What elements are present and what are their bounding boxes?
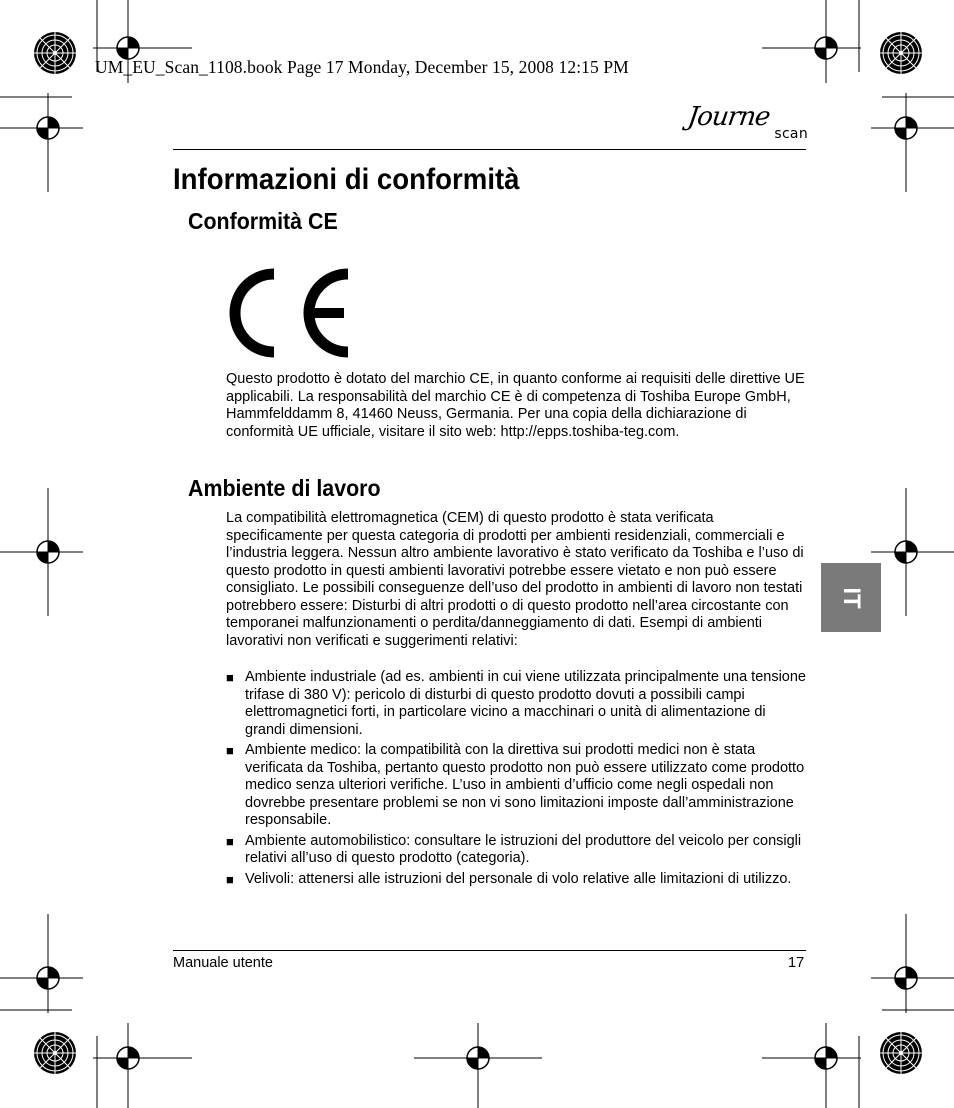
logo-script-text: Journe [685,102,772,132]
star-mark-top-right [880,32,922,74]
star-mark-bottom-left [34,1032,76,1074]
page-number: 17 [788,955,805,971]
bullet-square-icon: ■ [226,833,234,849]
language-tab [821,563,881,632]
crosshair-mark-middle-right [871,488,954,616]
list-item [226,669,806,739]
journe-scan-logo [686,102,808,152]
list-item [226,871,806,889]
bullet-square-icon: ■ [226,670,234,685]
list-item [226,742,806,830]
bullet-square-icon: ■ [226,743,234,758]
crosshair-mark-bottom-left-a [93,1023,192,1108]
bullet-text-automotive: Ambiente automobilistico: consultare le istruzioni del produttore del veicolo per consigli relativi all’uso di questo prodotto (categoria). [245,832,802,866]
crosshair-mark-bottom-right-a [762,1023,861,1108]
header-rule [173,149,806,150]
bullet-text-industrial: Ambiente industriale (ad es. ambienti in cui viene utilizzata principalmente una tensione trifase di 380 V): pericolo di disturbi di questo prodotto dovuti a possibili campi elettromagnetici forti, in particolare vicino a macchinari o unità di alimentazione di grandi dimensioni. [245,669,806,738]
list-item [226,833,806,868]
ce-text: Questo prodotto è dotato del marchio CE, in quanto conforme ai requisiti delle direttive UE applicabili. La responsabilità del marchio CE è di competenza di Toshiba Europe GmbH, Hammfelddamm 8, 41460 Neuss, Germania. Per una copia della dichiarazione di conformità UE ufficiale, visitare il sito web: http://epps.toshiba-teg.com. [226,371,805,440]
bullet-square-icon: ■ [226,871,234,887]
environment-intro-paragraph [226,510,806,650]
ce-mark-logo [226,268,351,358]
language-tab-label: IT [838,586,865,609]
section-heading-ce: Conformità CE [188,208,338,234]
page-title: Informazioni di conformità [173,163,520,196]
crosshair-mark-middle-left [0,488,83,616]
crosshair-mark-top-left-b [0,93,83,192]
section-heading-environment: Ambiente di lavoro [188,475,381,501]
book-info-header: UM_EU_Scan_1108.book Page 17 Monday, December 15, 2008 12:15 PM [95,57,629,77]
crosshair-mark-bottom-left-b [0,914,83,1013]
logo-scan-text: scan [774,126,808,142]
crosshair-mark-bottom-center [414,1023,542,1108]
environment-intro-text: La compatibilità elettromagnetica (CEM) di questo prodotto è stata verificata specificamente per questa categoria di prodotti per ambienti residenziali, commerciali e l’industria leggera. Nessun altro ambiente lavorativo è stato verificato da Toshiba e l’uso di questo prodotto in questi ambienti lavorativi potrebbe essere vietato e non può essere consigliato. Le possibili conseguenze dell’uso del prodotto in ambienti di lavoro non testati potrebbero essere: Disturbi di altri prodotti o di questo prodotto nell’area circostante con temporanei malfunzionamenti o perdita/danneggiamento di dati. Esempi di ambienti lavorativi non verificati e suggerimenti relativi: [226,510,804,649]
footer-manual-label: Manuale utente [173,955,273,971]
crosshair-mark-bottom-right-b [871,914,954,1013]
crosshair-mark-top-right-b [871,93,954,192]
star-mark-bottom-right [880,1032,922,1074]
footer-rule [173,950,806,951]
bullet-text-medical: Ambiente medico: la compatibilità con la direttiva sui prodotti medici non è stata verificata da Toshiba, pertanto questo prodotto non può essere utilizzato come prodotto medico senza ulteriori verifiche. L’uso in ambienti d’ufficio come negli ospedali non dovrebbe presentare problemi se non vi sono limitazioni imposte dall’amministrazione responsabile. [245,742,805,828]
environment-bullet-list [226,669,806,891]
bullet-text-aircraft: Velivoli: attenersi alle istruzioni del personale di volo relative alle limitazioni di utilizzo. [245,870,792,887]
crosshair-mark-top-right-a [762,0,861,83]
ce-paragraph [226,371,806,441]
star-mark-top-left [34,32,76,74]
